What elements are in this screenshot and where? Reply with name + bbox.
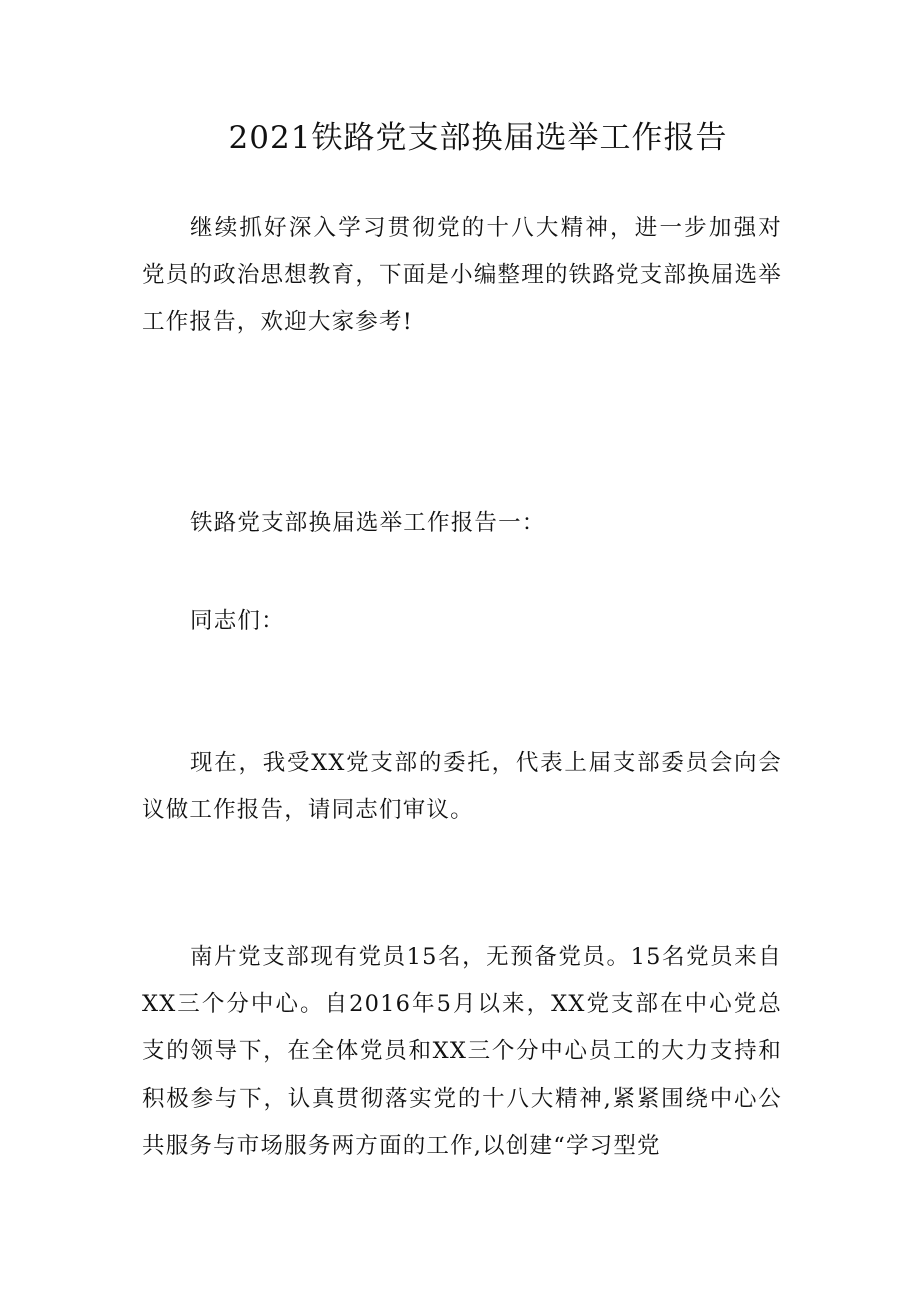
branch-overview-paragraph: 南片党支部现有党员15名，无预备党员。15名党员来自XX三个分中心。自2016年5月以来，XX党支部在中心党总支的领导下，在全体党员和XX三个分中心员工的大力支持和积极参与下，认真贯彻落实党的十八大精神,紧紧围绕中心公共服务与市场服务两方面的工作,以创建“学习型党 [142, 944, 782, 1159]
opening-paragraph: 现在，我受XX党支部的委托，代表上届支部委员会向会议做工作报告，请同志们审议。 [142, 750, 782, 824]
greeting-paragraph: 同志们： [190, 608, 285, 634]
report-heading: 铁路党支部换届选举工作报告一： [190, 510, 546, 536]
document-title: 2021铁路党支部换届选举工作报告 [228, 120, 728, 156]
intro-paragraph: 继续抓好深入学习贯彻党的十八大精神，进一步加强对党员的政治思想教育，下面是小编整理的铁路党支部换届选举工作报告，欢迎大家参考! [142, 215, 782, 336]
